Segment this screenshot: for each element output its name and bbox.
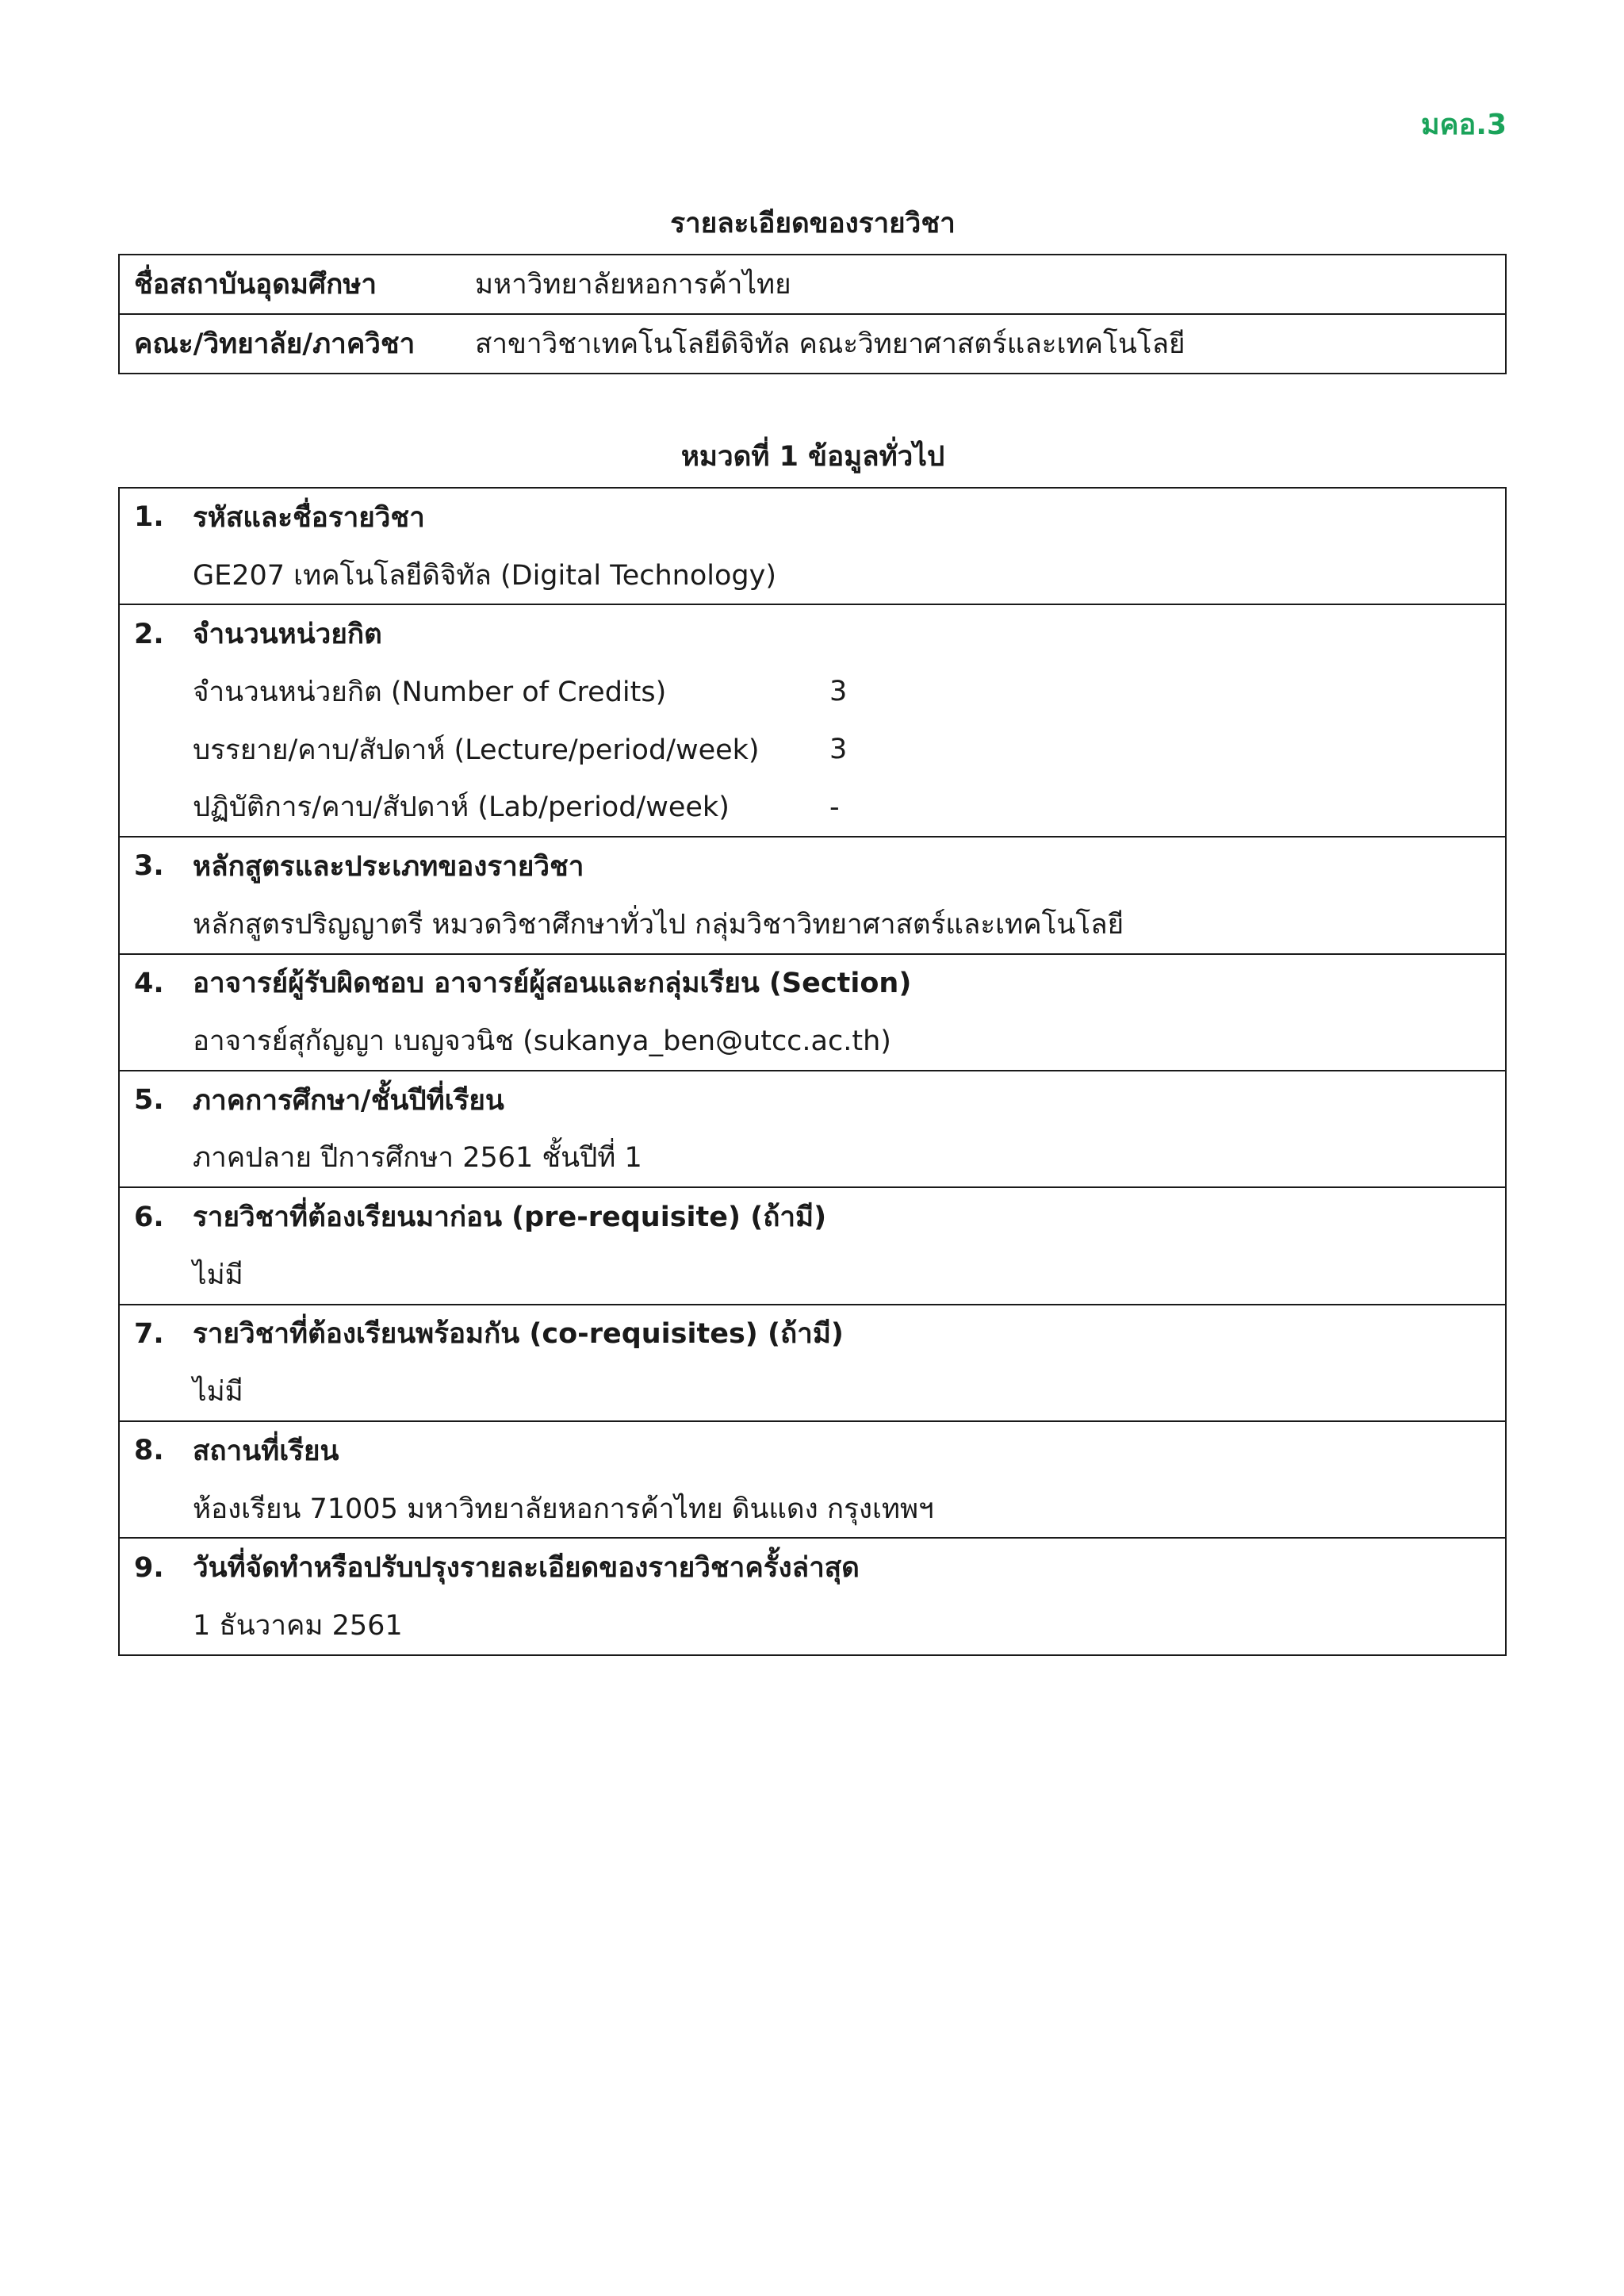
institution-value: มหาวิทยาลัยหอการค้าไทย (475, 269, 791, 301)
item-detail: GE207 เทคโนโลยีดิจิทัล (Digital Technology) (193, 559, 776, 592)
item-number: 9. (134, 1551, 164, 1584)
item-heading: วันที่จัดทำหรือปรับปรุงรายละเอียดของรายวิชาครั้งล่าสุด (193, 1552, 860, 1585)
item-heading: ภาคการศึกษา/ชั้นปีที่เรียน (193, 1084, 504, 1117)
form-code: มคอ.3 (1420, 109, 1507, 141)
item-corequisite (120, 1304, 1505, 1420)
item-number: 4. (134, 967, 164, 999)
item-heading: อาจารย์ผู้รับผิดชอบ อาจารย์ผู้สอนและกลุ่มเรียน (Section) (193, 968, 912, 1000)
credit-row (120, 721, 1505, 779)
item-number: 5. (134, 1084, 164, 1117)
item-number: 1. (134, 501, 164, 534)
item-semester (120, 1070, 1505, 1186)
item-curriculum (120, 836, 1505, 953)
item-number: 6. (134, 1201, 164, 1233)
credit-label: จำนวนหน่วยกิต (Number of Credits) (193, 676, 667, 708)
item-detail: อาจารย์สุกัญญา เบญจวนิช (sukanya_ben@utcc.ac.th) (193, 1025, 891, 1058)
item-number: 3. (134, 850, 164, 883)
credit-label: ปฏิบัติการ/คาบ/สัปดาห์ (Lab/period/week) (193, 792, 730, 824)
institution-table (118, 254, 1507, 374)
item-detail: ภาคปลาย ปีการศึกษา 2561 ชั้นปีที่ 1 (193, 1142, 642, 1175)
item-course-code-name (120, 489, 1505, 604)
credit-value: 3 (829, 734, 848, 766)
item-detail: ไม่มี (193, 1376, 243, 1409)
credit-value: 3 (829, 676, 848, 708)
item-heading: จำนวนหน่วยกิต (193, 619, 382, 651)
item-detail: ห้องเรียน 71005 มหาวิทยาลัยหอการค้าไทย ดินแดง กรุงเทพฯ (193, 1493, 934, 1525)
faculty-label: คณะ/วิทยาลัย/ภาควิชา (134, 328, 416, 360)
item-location (120, 1420, 1505, 1537)
item-number: 8. (134, 1435, 164, 1467)
item-detail: 1 ธันวาคม 2561 (193, 1609, 403, 1642)
item-prerequisite (120, 1186, 1505, 1303)
item-credits (120, 604, 1505, 836)
credit-label: บรรยาย/คาบ/สัปดาห์ (Lecture/period/week) (193, 734, 760, 766)
item-heading: รายวิชาที่ต้องเรียนมาก่อน (pre-requisite) (ถ้ามี) (193, 1202, 827, 1234)
page-title: รายละเอียดของรายวิชา (670, 208, 956, 240)
item-last-updated (120, 1537, 1505, 1654)
credit-value: - (829, 791, 840, 823)
faculty-row (120, 313, 1505, 373)
general-info-table (118, 487, 1507, 1656)
item-instructor (120, 953, 1505, 1070)
item-heading: รายวิชาที่ต้องเรียนพร้อมกัน (co-requisites) (ถ้ามี) (193, 1318, 844, 1351)
credit-row (120, 778, 1505, 836)
item-heading: หลักสูตรและประเภทของรายวิชา (193, 850, 584, 883)
section-title: หมวดที่ 1 ข้อมูลทั่วไป (680, 441, 945, 473)
item-heading: รหัสและชื่อรายวิชา (193, 501, 425, 534)
institution-label: ชื่อสถาบันอุดมศึกษา (134, 269, 377, 301)
institution-row (120, 255, 1505, 313)
item-number: 2. (134, 618, 164, 650)
item-detail: หลักสูตรปริญญาตรี หมวดวิชาศึกษาทั่วไป กลุ่มวิชาวิทยาศาสตร์และเทคโนโลยี (193, 908, 1124, 941)
item-heading: สถานที่เรียน (193, 1435, 339, 1467)
credit-row (120, 663, 1505, 721)
item-detail: ไม่มี (193, 1259, 243, 1291)
faculty-value: สาขาวิชาเทคโนโลยีดิจิทัล คณะวิทยาศาสตร์และเทคโนโลยี (475, 328, 1185, 360)
item-number: 7. (134, 1317, 164, 1350)
